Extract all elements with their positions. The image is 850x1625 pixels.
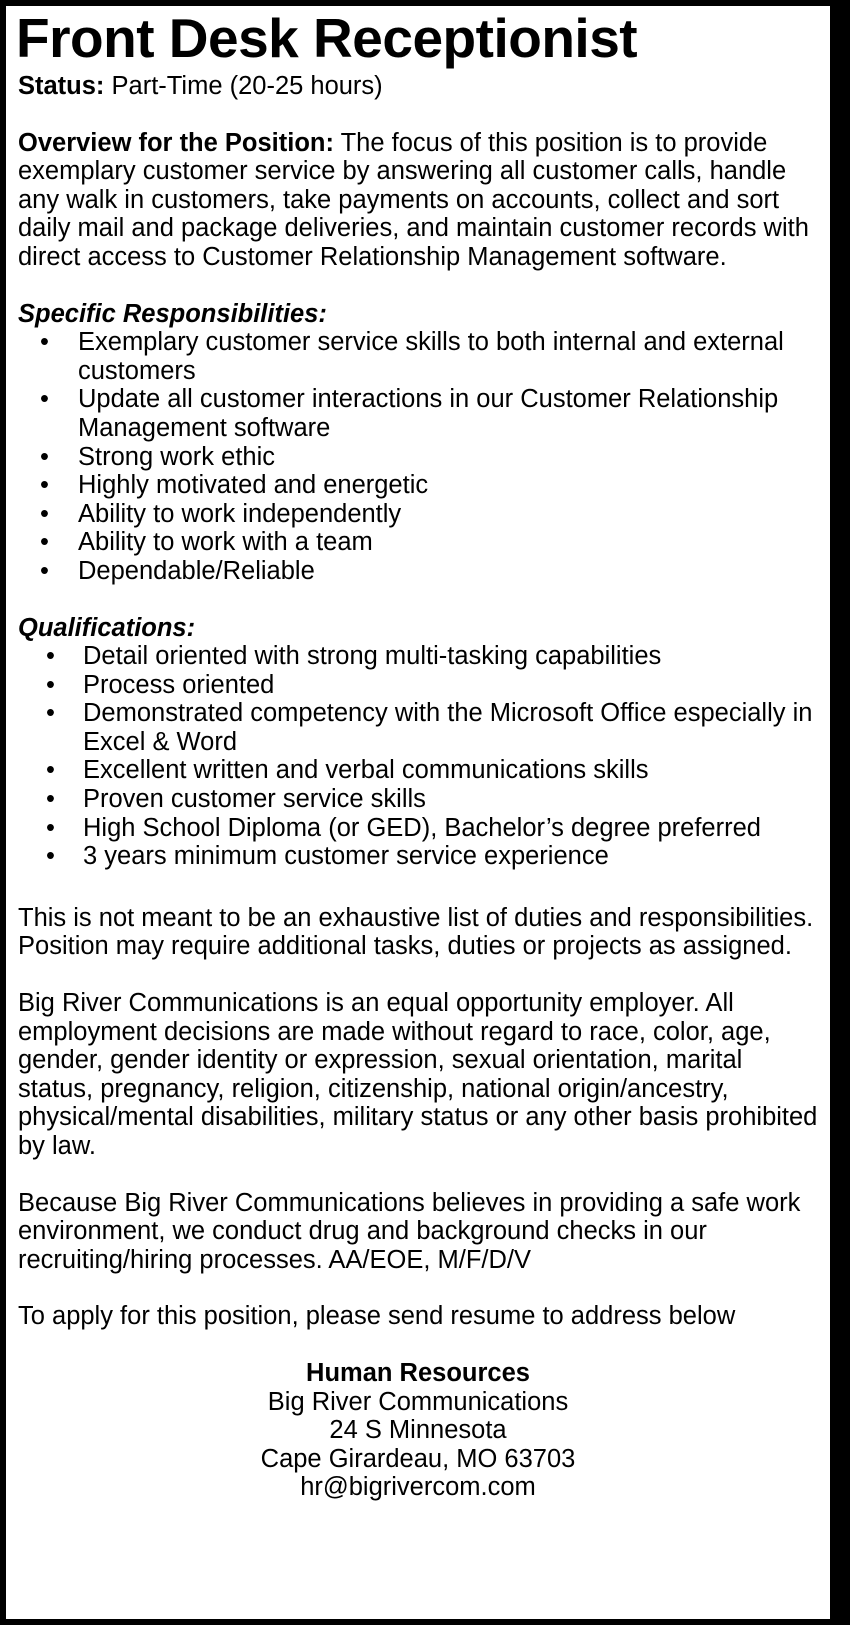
list-item-text: Proven customer service skills <box>83 785 426 814</box>
spacer <box>12 272 824 300</box>
list-item <box>12 842 824 871</box>
list-item <box>12 785 824 814</box>
spacer <box>12 1331 824 1359</box>
eeo-paragraph: Big River Communications is an equal opportunity employer. All employment decisions are made without regard to race, color, age, gender, gender identity or expression, sexual orientation, marital status, pregnancy, religion, citizenship, national origin/ancestry, physical/mental disabilities, military status or any other basis prohibited by law. <box>18 989 818 1160</box>
bullet-icon: • <box>40 385 49 414</box>
list-item-text: Ability to work independently <box>78 499 402 528</box>
overview-paragraph <box>18 129 818 272</box>
spacer <box>12 1274 824 1302</box>
list-item <box>12 699 824 756</box>
contact-city-state-zip: Cape Girardeau, MO 63703 <box>260 1444 576 1473</box>
contact-department: Human Resources <box>306 1358 530 1387</box>
responsibilities-list <box>12 328 824 585</box>
spacer <box>12 961 824 989</box>
overview-label: Overview for the Position: <box>18 128 334 157</box>
bullet-icon: • <box>46 785 55 814</box>
bullet-icon: • <box>46 642 55 671</box>
screening-paragraph: Because Big River Communications believes in providing a safe work environment, we conduct drug and background checks in our recruiting/hiring processes. AA/EOE, M/F/D/V <box>18 1188 801 1274</box>
list-item-text: Process oriented <box>83 670 275 699</box>
list-item-text: Exemplary customer service skills to both internal and external customers <box>78 328 784 385</box>
status-value: Part-Time (20-25 hours) <box>111 72 383 100</box>
list-item <box>12 528 824 557</box>
posting-content <box>6 6 830 1619</box>
responsibilities-heading: Specific Responsibilities: <box>18 299 327 328</box>
list-item <box>12 328 824 385</box>
list-item <box>12 471 824 500</box>
list-item <box>12 557 824 586</box>
spacer <box>12 101 824 129</box>
bullet-icon: • <box>40 556 49 585</box>
bullet-icon: • <box>40 442 49 471</box>
bullet-icon: • <box>46 813 55 842</box>
spacer <box>12 586 824 614</box>
bullet-icon: • <box>40 328 49 357</box>
list-item <box>12 814 824 843</box>
spacer <box>12 871 824 904</box>
list-item <box>12 671 824 700</box>
overview-text: The focus of this position is to provide exemplary customer service by answering all customer calls, handle any walk in customers, take payments on accounts, collect and sort daily mail and package deliveries, and maintain customer records with direct access to Customer Relationship Management software. <box>18 128 809 271</box>
qualifications-heading: Qualifications: <box>18 613 196 642</box>
contact-company: Big River Communications <box>267 1387 569 1416</box>
qualifications-list <box>12 642 824 871</box>
list-item-text: Dependable/Reliable <box>78 556 315 585</box>
list-item <box>12 385 824 442</box>
bullet-icon: • <box>46 699 55 728</box>
bullet-icon: • <box>46 756 55 785</box>
list-item-text: Detail oriented with strong multi-tasking capabilities <box>83 642 662 671</box>
bullet-icon: • <box>46 842 55 871</box>
contact-street: 24 S Minnesota <box>329 1416 507 1445</box>
list-item-text: Update all customer interactions in our Customer Relationship Management software <box>78 385 779 442</box>
list-item-text: Ability to work with a team <box>78 528 373 557</box>
status-line <box>18 72 824 101</box>
list-item <box>12 642 824 671</box>
list-item <box>12 756 824 785</box>
apply-instruction: To apply for this position, please send resume to address below <box>18 1302 736 1331</box>
spacer <box>12 1161 824 1189</box>
list-item <box>12 443 824 472</box>
page-title: Front Desk Receptionist <box>16 7 638 69</box>
list-item-text: 3 years minimum customer service experience <box>83 842 609 871</box>
bullet-icon: • <box>40 471 49 500</box>
list-item-text: Highly motivated and energetic <box>78 471 429 500</box>
list-item-text: Demonstrated competency with the Microsoft Office especially in Excel & Word <box>83 699 813 756</box>
list-item-text: Strong work ethic <box>78 442 276 471</box>
bullet-icon: • <box>46 670 55 699</box>
contact-block <box>12 1359 824 1502</box>
status-label: Status: <box>18 72 105 100</box>
list-item <box>12 500 824 529</box>
list-item-text: Excellent written and verbal communications skills <box>83 756 649 785</box>
contact-email[interactable]: hr@bigrivercom.com <box>300 1473 536 1502</box>
bullet-icon: • <box>40 499 49 528</box>
disclaimer-paragraph: This is not meant to be an exhaustive list of duties and responsibilities. Position may require additional tasks, duties or projects as assigned. <box>18 903 814 961</box>
list-item-text: High School Diploma (or GED), Bachelor’s degree preferred <box>83 813 761 842</box>
bullet-icon: • <box>40 528 49 557</box>
